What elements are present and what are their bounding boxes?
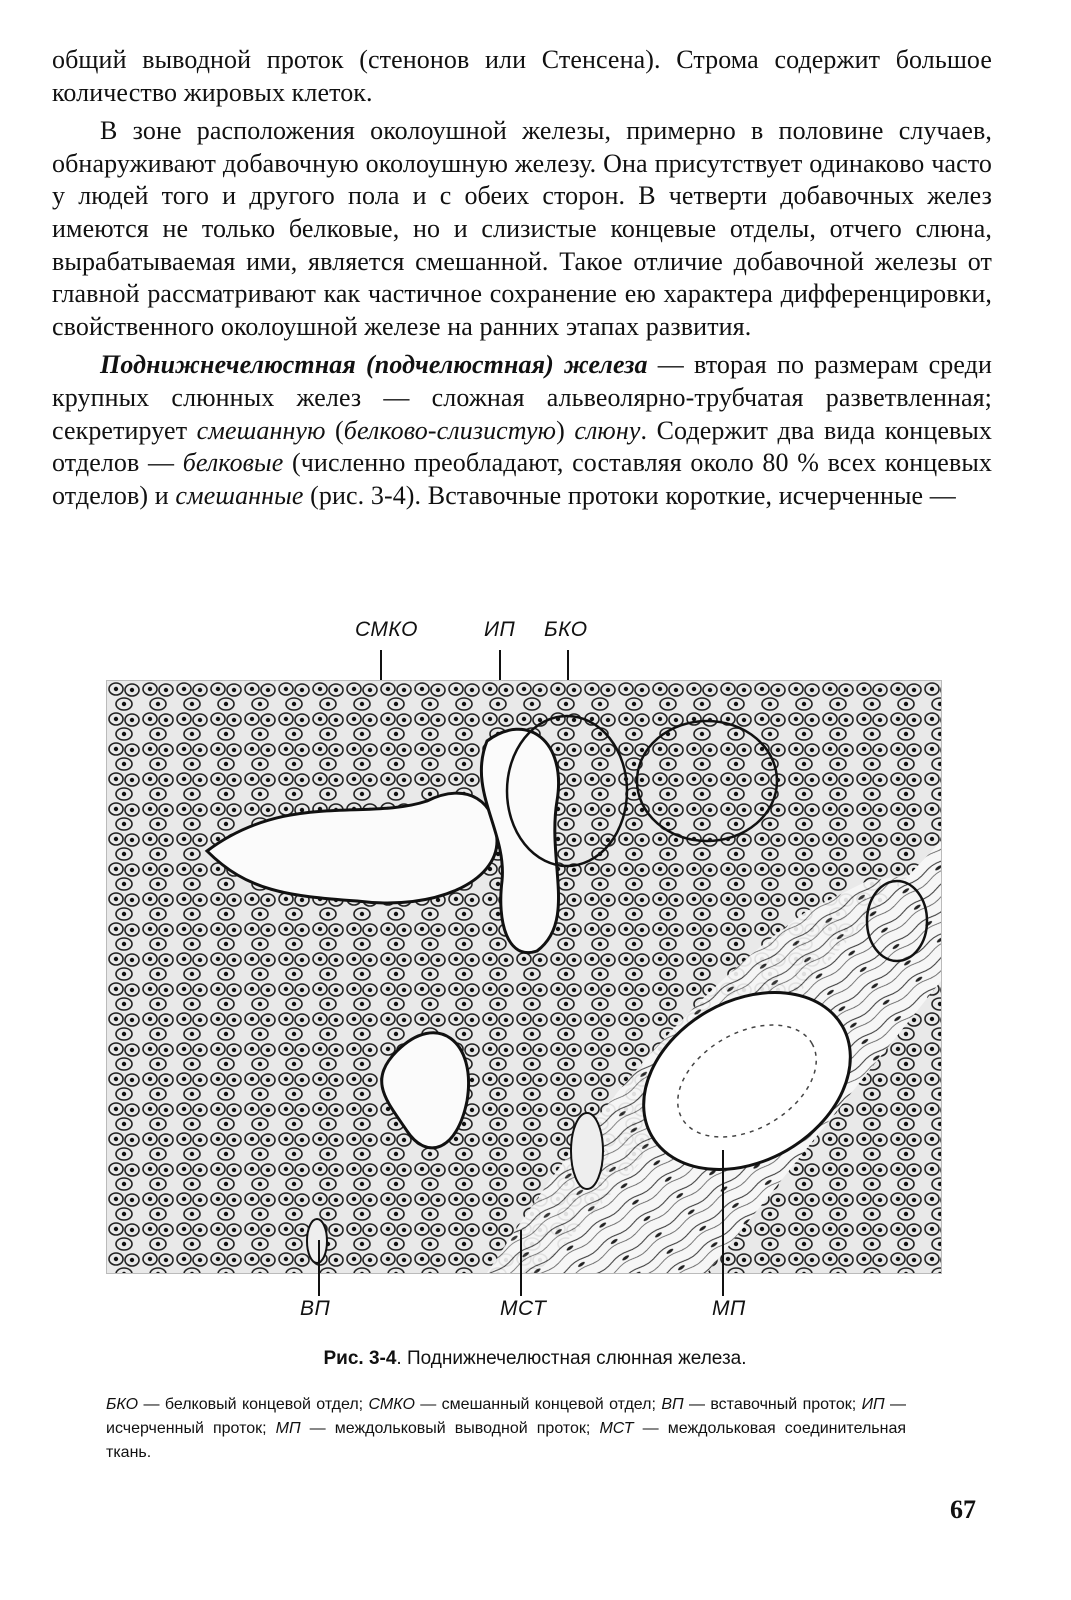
text-run: ( [325, 415, 344, 445]
label-bko: БКО [544, 618, 588, 641]
legend-text: — междольковая соединительная ткань. [106, 1420, 907, 1461]
label-mp: МП [712, 1297, 746, 1320]
emphasis: белковые [182, 448, 284, 478]
term-submandibular-gland: Поднижнечелюстная (подчелюстная) железа [100, 350, 648, 380]
text-run: — вторая по размерам среди крупных слюнных желез — сложная альвеолярно-трубчатая разветвленная; секретирует [52, 350, 992, 445]
leader-vp [318, 1240, 320, 1296]
legend-abbr: МСТ [599, 1420, 634, 1437]
paragraph-3 [52, 349, 992, 512]
text-run: . Содержит два вида концевых отделов — [52, 415, 993, 478]
histology-drawing [107, 681, 941, 1273]
leader-ip [499, 650, 501, 740]
legend-text: — междольковый выводной проток; [300, 1420, 600, 1437]
text-run: (численно преобладают, составляя около 80 % всех концевых отделов) и [52, 448, 992, 510]
leader-mst [520, 1230, 522, 1296]
paragraph-1: общий выводной проток (стенонов или Стенсена). Строма содержит большое количество жировых клеток. [52, 45, 992, 107]
caption-number: Рис. 3-4 [323, 1348, 397, 1369]
leader-bko [567, 650, 569, 698]
legend-abbr: ИП [861, 1396, 885, 1413]
emphasis: смешанные [175, 480, 304, 510]
legend-text: — смешанный концевой отдел; [414, 1396, 662, 1413]
figure-caption [52, 1348, 1018, 1370]
emphasis: белково-слизистую [343, 415, 557, 445]
label-mst: МСТ [500, 1297, 547, 1320]
histology-illustration [106, 680, 942, 1274]
legend-abbr: БКО [106, 1396, 139, 1413]
legend-abbr: МП [275, 1420, 301, 1437]
figure-legend [106, 1393, 906, 1465]
label-vp: ВП [300, 1297, 331, 1320]
legend-text: — вставочный проток; [683, 1396, 862, 1413]
legend-abbr: ВП [661, 1396, 684, 1413]
leader-smko [380, 650, 382, 710]
page-number: 67 [950, 1495, 976, 1524]
caption-text: . Поднижнечелюстная слюнная железа. [396, 1348, 747, 1369]
page-text [52, 44, 992, 518]
text-run: ) [556, 415, 575, 445]
label-ip: ИП [484, 618, 516, 641]
emphasis: смешанную [196, 415, 326, 445]
paragraph-2: В зоне расположения околоушной железы, примерно в половине случаев, обнаруживают добавочную околоушную железу. Она присутствует одинаково часто у людей того и другого пола и с обеих сторон. В четверти добавочных желез имеются не только белковые, но и слизистые концевые отделы, отчего слюна, вырабатываемая ими, является смешанной. Такое отличие добавочной железы от главной рассматривают как частичное сохранение ею характера дифференцировки, свойственного околоушной железе на ранних этапах развития. [52, 116, 992, 341]
legend-abbr: СМКО [368, 1396, 415, 1413]
leader-mp [722, 1150, 724, 1296]
text-run: (рис. 3-4). Вставочные протоки короткие, исчерченные — [303, 480, 956, 510]
emphasis: слюну [574, 415, 641, 445]
label-smko: СМКО [355, 618, 418, 641]
legend-text: — белковый концевой отдел; [138, 1396, 369, 1413]
legend-text: — исчерченный проток; [106, 1396, 906, 1437]
